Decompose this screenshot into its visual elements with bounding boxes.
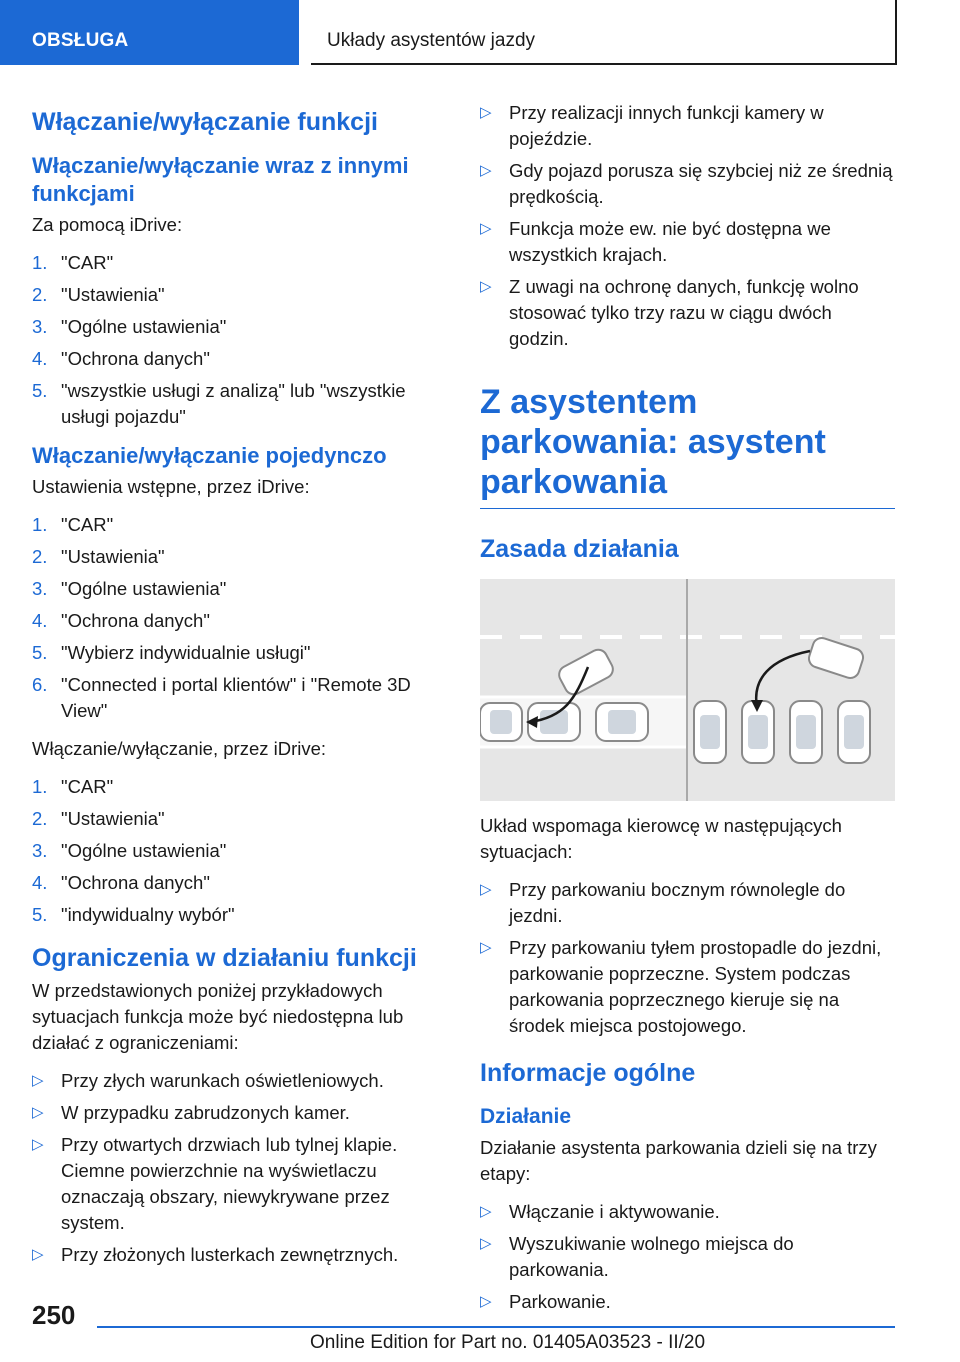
- item-text: Z uwagi na ochronę danych, funkcję wolno stosować tylko trzy razu w ciągu dwóch godzin.: [509, 276, 859, 349]
- list-item: [32, 774, 444, 800]
- triangle-right-outline-icon: ▷: [480, 220, 492, 237]
- list-number: 2.: [32, 284, 48, 305]
- paragraph-presettings: Ustawienia wstępne, przez iDrive:: [32, 476, 310, 497]
- bullet-item: [480, 1199, 895, 1225]
- heading-limitations: Ograniczenia w działaniu funkcji: [32, 944, 417, 972]
- triangle-right-outline-icon: ▷: [480, 1235, 492, 1252]
- triangle-right-outline-icon: ▷: [480, 162, 492, 179]
- bullet-list-more-limitations: [480, 100, 895, 352]
- item-text: "CAR": [61, 514, 114, 535]
- bullet-item: [32, 1100, 444, 1126]
- list-number: 5.: [32, 904, 48, 925]
- heading-toggle-with-others: Włączanie/wyłączanie wraz z innymi funkcjami: [32, 153, 409, 206]
- triangle-right-outline-icon: ▷: [32, 1104, 44, 1121]
- heading-toggle-single: Włączanie/wyłączanie pojedynczo: [32, 443, 387, 468]
- item-text: "Ogólne ustawienia": [61, 840, 227, 861]
- paragraph-support: Układ wspomaga kierowcę w następujących sytuacjach:: [480, 815, 842, 862]
- heading-toggle-functions: Włączanie/wyłączanie funkcji: [32, 108, 378, 136]
- heading-parking-assistant: Z asystentem parkowania: asystent parkowania: [480, 382, 895, 509]
- list-item: [32, 512, 444, 538]
- triangle-right-outline-icon: ▷: [480, 278, 492, 295]
- list-number: 3.: [32, 316, 48, 337]
- parking-illustration: [480, 579, 895, 801]
- heading-principle: Zasada działania: [480, 535, 679, 563]
- list-item: [32, 870, 444, 896]
- list-item: [32, 250, 444, 276]
- item-text: Włączanie i aktywowanie.: [509, 1201, 720, 1222]
- paragraph-limitations: W przedstawionych poniżej przykładowych sytuacjach funkcja może być niedostępna lub działać z ograniczeniami:: [32, 980, 404, 1053]
- paragraph-toggle-idrive: Włączanie/wyłączanie, przez iDrive:: [32, 738, 327, 759]
- item-text: "Ustawienia": [61, 808, 165, 829]
- bullet-item: [480, 1289, 895, 1315]
- footer-rule: [97, 1326, 895, 1328]
- list-number: 5.: [32, 642, 48, 663]
- header-section-tab: [0, 0, 299, 65]
- bullet-list-support: [480, 877, 895, 1039]
- item-text: "Ogólne ustawienia": [61, 578, 227, 599]
- list-number: 1.: [32, 252, 48, 273]
- paragraph-action: Działanie asystenta parkowania dzieli się na trzy etapy:: [480, 1137, 877, 1184]
- item-text: "Ochrona danych": [61, 348, 210, 369]
- bullet-list-action-stages: [480, 1199, 895, 1315]
- left-column: [32, 100, 444, 1280]
- list-number: 3.: [32, 578, 48, 599]
- item-text: Przy realizacji innych funkcji kamery w pojeździe.: [509, 102, 824, 149]
- item-text: Przy parkowaniu bocznym równolegle do jezdni.: [509, 879, 846, 926]
- header-chapter-label: Układy asystentów jazdy: [327, 30, 536, 51]
- item-text: Funkcja może ew. nie być dostępna we wszystkich krajach.: [509, 218, 831, 265]
- item-text: Gdy pojazd porusza się szybciej niż ze średnią prędkością.: [509, 160, 893, 207]
- item-text: W przypadku zabrudzonych kamer.: [61, 1102, 350, 1123]
- bullet-item: [480, 274, 895, 352]
- bullet-item: [32, 1242, 444, 1268]
- item-text: Przy parkowaniu tyłem prostopadle do jezdni, parkowanie poprzeczne. System podczas parkowania poprzecznego kieruje się na środek miejsca postojowego.: [509, 937, 882, 1036]
- item-text: "Ustawienia": [61, 284, 165, 305]
- list-item: [32, 806, 444, 832]
- bullet-item: [480, 877, 895, 929]
- right-column: [480, 100, 895, 1327]
- list-item: [32, 314, 444, 340]
- triangle-right-outline-icon: ▷: [480, 939, 492, 956]
- item-text: Przy złych warunkach oświetleniowych.: [61, 1070, 384, 1091]
- heading-action: Działanie: [480, 1105, 572, 1128]
- item-text: "indywidualny wybór": [61, 904, 235, 925]
- list-number: 2.: [32, 546, 48, 567]
- triangle-right-outline-icon: ▷: [480, 104, 492, 121]
- list-item: [32, 282, 444, 308]
- item-text: "Ochrona danych": [61, 610, 210, 631]
- triangle-right-outline-icon: ▷: [480, 1203, 492, 1220]
- list-item: [32, 608, 444, 634]
- list-number: 4.: [32, 610, 48, 631]
- item-text: "CAR": [61, 776, 114, 797]
- list-number: 1.: [32, 514, 48, 535]
- list-item: [32, 838, 444, 864]
- list-item: [32, 672, 444, 724]
- steps-list-3: [32, 774, 444, 928]
- triangle-right-outline-icon: ▷: [480, 1293, 492, 1310]
- bullet-item: [480, 216, 895, 268]
- list-item: [32, 902, 444, 928]
- paragraph-via-idrive: Za pomocą iDrive:: [32, 214, 183, 235]
- item-text: "Connected i portal klientów" i "Remote 3D View": [61, 674, 411, 721]
- list-number: 4.: [32, 348, 48, 369]
- list-item: [32, 378, 444, 430]
- list-item: [32, 346, 444, 372]
- list-number: 3.: [32, 840, 48, 861]
- heading-general-info: Informacje ogólne: [480, 1059, 696, 1087]
- steps-list-2: [32, 512, 444, 724]
- list-item: [32, 576, 444, 602]
- triangle-right-outline-icon: ▷: [32, 1246, 44, 1263]
- triangle-right-outline-icon: ▷: [32, 1136, 44, 1153]
- item-text: Parkowanie.: [509, 1291, 611, 1312]
- list-item: [32, 640, 444, 666]
- bullet-item: [32, 1068, 444, 1094]
- bullet-item: [480, 935, 895, 1039]
- triangle-right-outline-icon: ▷: [32, 1072, 44, 1089]
- header-section-label: OBSŁUGA: [32, 30, 129, 51]
- item-text: "CAR": [61, 252, 114, 273]
- item-text: Przy otwartych drzwiach lub tylnej klapie. Ciemne powierzchnie na wyświetlaczu oznaczają obszary, niewykrywane przez system.: [61, 1134, 398, 1233]
- bullet-item: [480, 100, 895, 152]
- bullet-item: [480, 1231, 895, 1283]
- list-number: 4.: [32, 872, 48, 893]
- bullet-list-limitations: [32, 1068, 444, 1268]
- item-text: "Wybierz indywidualnie usługi": [61, 642, 311, 663]
- edition-label: Online Edition for Part no. 01405A03523 - II/20: [310, 1332, 706, 1353]
- list-number: 1.: [32, 776, 48, 797]
- list-item: [32, 544, 444, 570]
- list-number: 6.: [32, 674, 48, 695]
- item-text: Wyszukiwanie wolnego miejsca do parkowania.: [509, 1233, 794, 1280]
- bullet-item: [480, 158, 895, 210]
- page-number: 250: [32, 1300, 76, 1330]
- item-text: Przy złożonych lusterkach zewnętrznych.: [61, 1244, 399, 1265]
- steps-list-1: [32, 250, 444, 430]
- item-text: "Ogólne ustawienia": [61, 316, 227, 337]
- list-number: 2.: [32, 808, 48, 829]
- list-number: 5.: [32, 380, 48, 401]
- item-text: "Ochrona danych": [61, 872, 210, 893]
- bullet-item: [32, 1132, 444, 1236]
- item-text: "wszystkie usługi z analizą" lub "wszystkie usługi pojazdu": [61, 380, 406, 427]
- triangle-right-outline-icon: ▷: [480, 881, 492, 898]
- header-chapter-box: [311, 0, 897, 65]
- item-text: "Ustawienia": [61, 546, 165, 567]
